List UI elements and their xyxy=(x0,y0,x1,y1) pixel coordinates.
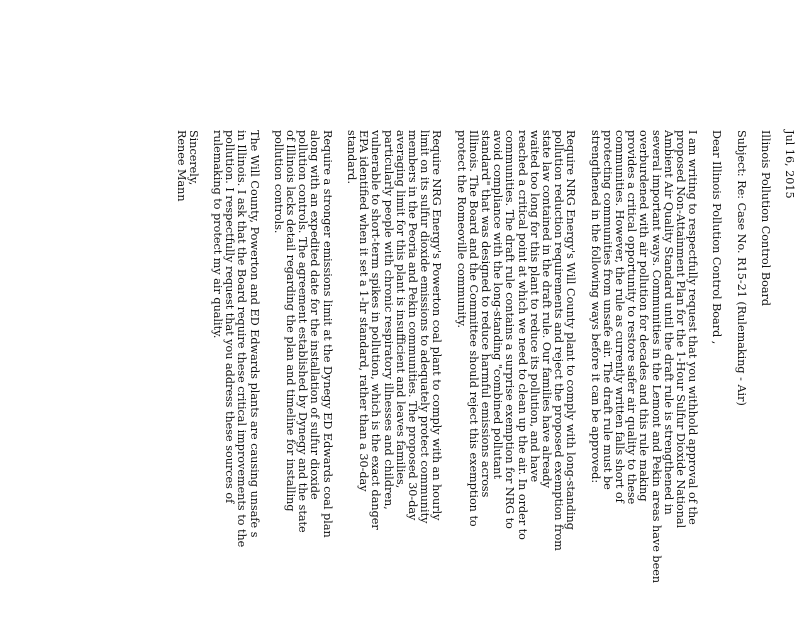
paragraph-line: pollution controls. The agreement established by Dynegy and the state xyxy=(296,130,310,533)
paragraph-line: The Will County, Powerton and ED Edwards plants are causing unsafe s xyxy=(247,130,261,538)
paragraph-line: communities. However, the rule as currently written falls short of xyxy=(612,130,626,503)
paragraph-conclusion xyxy=(211,130,260,610)
paragraph-line: of Illinois lacks detail regarding the plan and timeline for installing xyxy=(284,130,298,512)
letter-recipient: Illinois Pollution Control Board xyxy=(758,130,772,307)
paragraph-line: Illinois. The Board and the Committee should reject this exemption to xyxy=(466,130,480,527)
letter-salutation: Dear Illinois Pollution Control Board , xyxy=(710,130,724,345)
paragraph-powerton xyxy=(345,130,443,610)
paragraph-line: limit on its sulfur dioxide emissions to adequately protect community xyxy=(418,130,432,524)
paragraph-line: vulnerable to short-term spikes in pollution, which is the exact danger xyxy=(369,130,383,530)
paragraph-line: overburdened with air pollution for decades and this rule making xyxy=(637,130,651,502)
paragraph-intro xyxy=(588,130,698,610)
paragraph-line: avoid compliance with the long-standing "combined pollutant xyxy=(491,130,505,479)
paragraph-line: reached a critical point at which we need to clean up the air. In order to xyxy=(515,130,529,540)
paragraph-line: pollution. I respectfully request that you address these sources of xyxy=(223,130,237,504)
paragraph-line: proposed Non-Attainment Plan for the 1-Hour Sulfur Dioxide National xyxy=(673,130,687,529)
letter-subject: Subject: Re: Case No. R15-21 (Rulemaking - Air) xyxy=(734,130,748,406)
paragraph-line: protect the Romeoville community. xyxy=(454,130,468,329)
paragraph-line: members in the Peoria and Pekin communities. The proposed 30-day xyxy=(405,130,419,521)
paragraph-line: Require a stronger emissions limit at the Dynegy ED Edwards coal plan xyxy=(320,130,334,538)
paragraph-line: standard" that was designed to reduce harmful emissions across xyxy=(478,130,492,498)
paragraph-ed-edwards xyxy=(272,130,333,610)
letter-signature: Renee Mann xyxy=(174,130,188,202)
paragraph-line: EPA identified when it set a 1-hr standard, rather than a 30-day xyxy=(357,130,371,492)
paragraph-line: I am writing to respectfully request that you withhold approval of the xyxy=(686,130,700,525)
letter-date: Jul 16, 2015 xyxy=(783,130,796,199)
paragraph-will-county xyxy=(454,130,576,610)
paragraph-line: pollution reduction requirements and reject the proposed exemption from xyxy=(552,130,566,551)
paragraph-line: in Illinois. I ask that the Board require these critical improvements to the xyxy=(235,130,249,548)
paragraph-line: waited too long for this plant to reduce its pollution, and have xyxy=(527,130,541,483)
paragraph-line: along with an expedited date for the installation of sulfur dioxide xyxy=(308,130,322,500)
paragraph-line: Require NRG Energy's Will County plant to comply with long-standing xyxy=(564,130,578,530)
paragraph-line: state law contained in the draft rule. Our families have already xyxy=(539,130,553,488)
paragraph-line: Require NRG Energy's Powerton coal plant to comply with an hourly xyxy=(430,130,444,521)
paragraph-line: rulemaking to protect my air quality. xyxy=(211,130,225,339)
paragraph-line: particularly people with chronic respiratory illnesses and children, xyxy=(381,130,395,510)
paragraph-line: standard. xyxy=(344,130,358,185)
letter-body xyxy=(174,130,795,610)
letter-closing: Sincerely, xyxy=(186,130,200,186)
paragraph-line: averaging limit for this plant is insufficient and leaves families, xyxy=(393,130,407,489)
paragraph-line: pollution controls. xyxy=(271,130,285,234)
paragraph-line: communities. The draft rule contains a surprise exemption for NRG to xyxy=(503,130,517,529)
paragraph-line: several important ways. Communities in the Lemont and Pekin areas have been xyxy=(649,130,663,584)
paragraph-line: protecting communities from unsafe air. The draft rule must be xyxy=(600,130,614,490)
paragraph-line: strengthened in the following ways before it can be approved: xyxy=(588,130,602,484)
paragraph-line: provides a critical opportunity to restore safer air quality to these xyxy=(625,130,639,505)
paragraph-line: Ambient Air Quality Standard until the draft rule is strengthened in xyxy=(661,130,675,515)
